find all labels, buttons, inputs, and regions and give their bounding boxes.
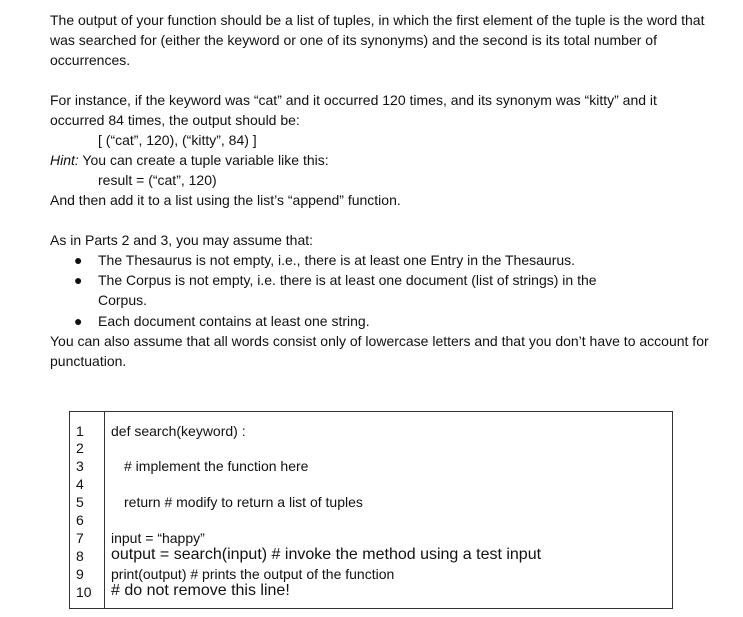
line-number: 5 bbox=[76, 494, 84, 510]
line-number: 4 bbox=[76, 476, 84, 492]
code-line: print(output) # prints the output of the function bbox=[111, 566, 395, 582]
paragraph-example-intro: For instance, if the keyword was “cat” and it occurred 120 times, and its synonym was “kitty” and it occurred 84 times, the output should be: bbox=[50, 92, 657, 128]
bullet-text: Each document contains at least one string. bbox=[98, 313, 370, 329]
code-line: # implement the function here bbox=[124, 458, 309, 474]
example-output: [ (“cat”, 120), (“kitty”, 84) ] bbox=[98, 132, 257, 148]
code-line: # do not remove this line! bbox=[111, 582, 290, 599]
line-number: 3 bbox=[76, 458, 84, 474]
line-number: 10 bbox=[76, 584, 92, 600]
hint-code: result = (“cat”, 120) bbox=[98, 172, 217, 188]
paragraph-final-assumption: You can also assume that all words consist only of lowercase letters and that you don’t have to account for punctuation. bbox=[50, 333, 709, 369]
code-line: def search(keyword) : bbox=[111, 423, 246, 439]
line-number: 1 bbox=[76, 423, 84, 439]
line-number: 7 bbox=[76, 530, 84, 546]
code-line: output = search(input) # invoke the method using a test input bbox=[111, 546, 542, 563]
bullet-text: The Corpus is not empty, i.e. there is at least one document (list of strings) in the Corpus. bbox=[98, 272, 597, 308]
hint-text: You can create a tuple variable like this: bbox=[78, 152, 329, 168]
bullet-text: The Thesaurus is not empty, i.e., there is at least one Entry in the Thesaurus. bbox=[98, 252, 576, 268]
hint-label: Hint: bbox=[50, 152, 79, 168]
line-number: 2 bbox=[76, 440, 84, 456]
code-line: input = “happy” bbox=[111, 530, 205, 546]
bullet-icon: ● bbox=[74, 313, 83, 329]
line-number: 6 bbox=[76, 512, 84, 528]
code-line: return # modify to return a list of tuples bbox=[124, 494, 363, 510]
append-instruction: And then add it to a list using the list’s “append” function. bbox=[50, 192, 401, 208]
assumptions-intro: As in Parts 2 and 3, you may assume that: bbox=[50, 232, 314, 248]
line-number: 9 bbox=[76, 566, 84, 582]
line-number: 8 bbox=[76, 548, 84, 564]
hint-line bbox=[50, 150, 710, 170]
code-block bbox=[69, 411, 673, 609]
paragraph-output-description: The output of your function should be a list of tuples, in which the first element of the tuple is the word that was searched for (either the keyword or one of its synonyms) and the second is its total number of occurrences. bbox=[50, 12, 705, 68]
code-divider bbox=[104, 412, 105, 608]
bullet-icon: ● bbox=[74, 252, 83, 268]
bullet-icon: ● bbox=[74, 272, 83, 288]
